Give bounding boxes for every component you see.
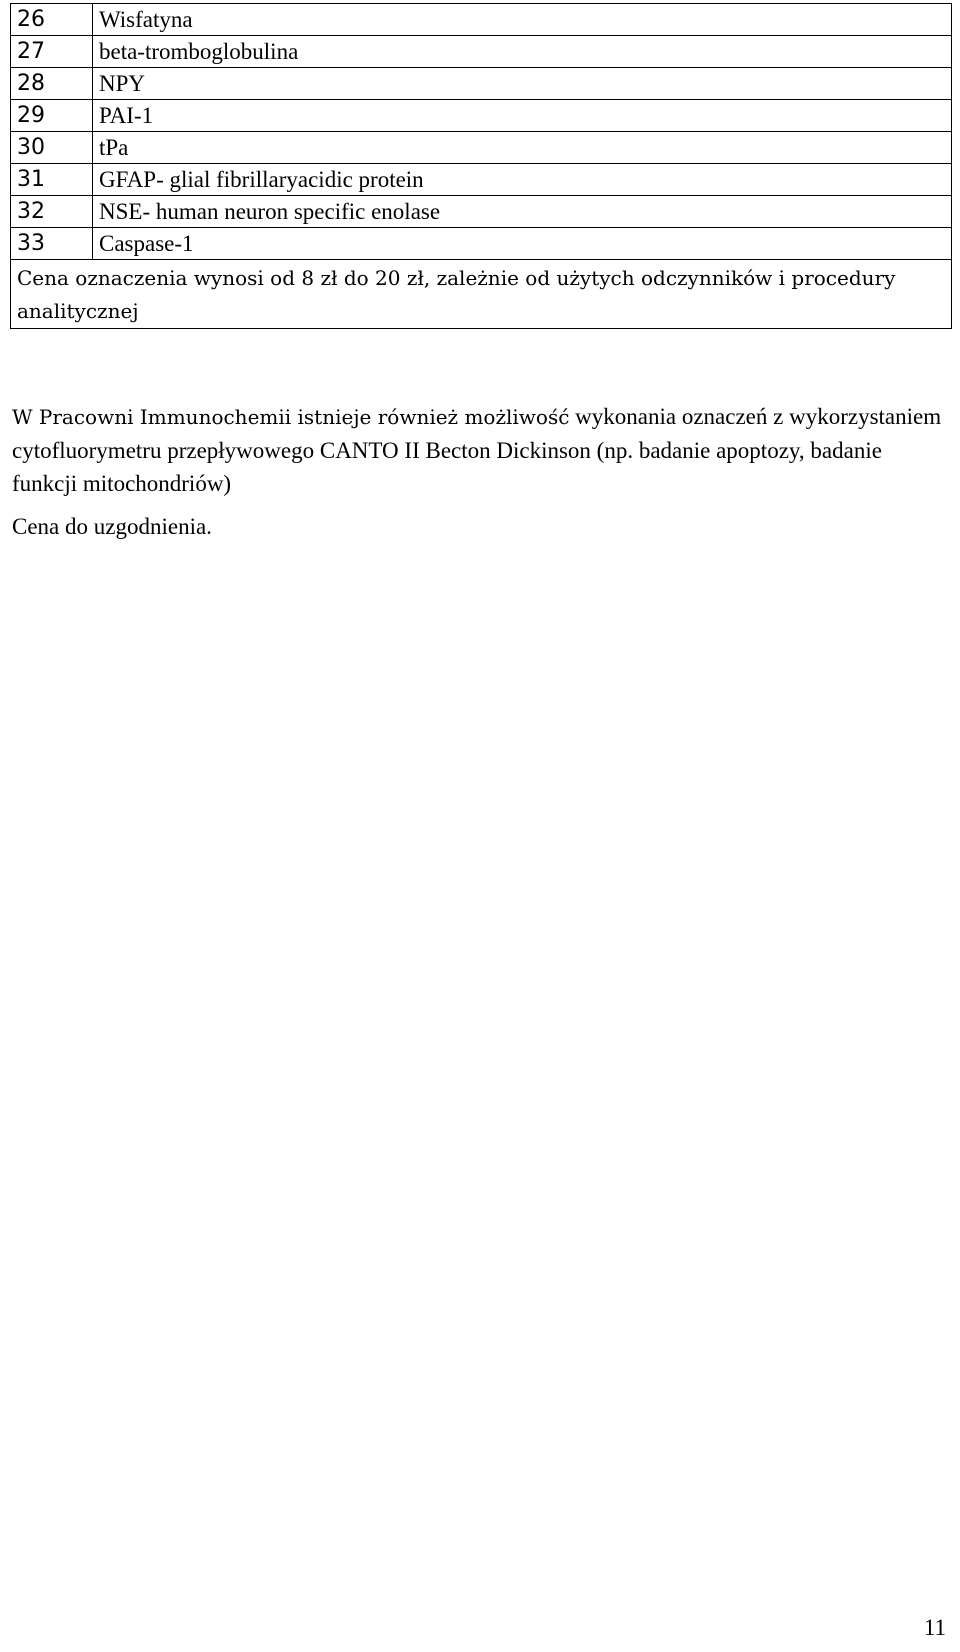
row-number: 28 xyxy=(11,68,93,100)
table-row xyxy=(11,68,952,100)
table-row xyxy=(11,100,952,132)
row-number: 26 xyxy=(11,4,93,36)
table-row xyxy=(11,196,952,228)
row-number: 31 xyxy=(11,164,93,196)
marker-name: PAI-1 xyxy=(93,100,952,132)
price-note-row xyxy=(11,260,952,329)
marker-name: NPY xyxy=(93,68,952,100)
row-number: 27 xyxy=(11,36,93,68)
marker-name: beta-tromboglobulina xyxy=(93,36,952,68)
price-note: Cena oznaczenia wynosi od 8 zł do 20 zł, zależnie od użytych odczynników i procedury analitycznej xyxy=(11,260,952,329)
table-row xyxy=(11,4,952,36)
marker-name: NSE- human neuron specific enolase xyxy=(93,196,952,228)
table-row xyxy=(11,36,952,68)
row-number: 29 xyxy=(11,100,93,132)
marker-name: GFAP- glial fibrillaryacidic protein xyxy=(93,164,952,196)
table-row xyxy=(11,228,952,260)
price-agreement: Cena do uzgodnienia. xyxy=(12,514,212,539)
flow-cytometry-intro: W Pracowni Immunochemii istnieje również możliwość xyxy=(12,405,570,429)
marker-name: tPa xyxy=(93,132,952,164)
marker-name: Caspase-1 xyxy=(93,228,952,260)
row-number: 32 xyxy=(11,196,93,228)
table-row xyxy=(11,164,952,196)
table-row xyxy=(11,132,952,164)
markers-table xyxy=(10,3,952,329)
flow-cytometry-paragraph xyxy=(12,400,952,500)
row-number: 33 xyxy=(11,228,93,260)
row-number: 30 xyxy=(11,132,93,164)
flow-cytometry-text: wykonania oznaczeń z wykorzystaniem cytofluorymetru przepływowego CANTO II Becton Dickinson (np. badanie apoptozy, badanie funkcji mitochondriów) xyxy=(12,404,942,496)
marker-name: Wisfatyna xyxy=(93,4,952,36)
page-number: 11 xyxy=(923,1615,946,1640)
